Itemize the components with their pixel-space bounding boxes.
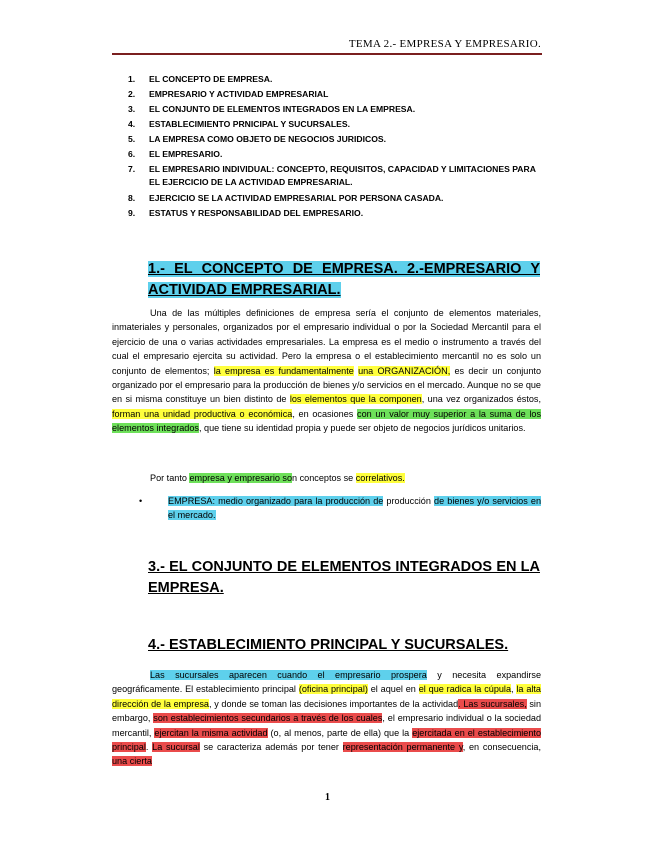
text-run: n conceptos se: [292, 473, 356, 483]
toc-item: 2. EMPRESARIO Y ACTIVIDAD EMPRESARIAL: [128, 89, 329, 99]
running-header: TEMA 2.- EMPRESA Y EMPRESARIO.: [348, 38, 541, 50]
highlighted-text: los elementos que la componen: [289, 394, 422, 405]
toc-item: 6. EL EMPRESARIO.: [128, 149, 223, 159]
text-run: , y donde se toman las decisiones importantes de la actividad: [209, 698, 459, 709]
text-run: y necesita expandirse geográficamente. El establecimiento principal: [112, 670, 541, 695]
text-run: Por tanto: [150, 473, 190, 483]
highlighted-text: con un valor muy superior a la suma de los elementos integrados: [112, 408, 542, 434]
section-4-paragraph: [112, 668, 541, 769]
highlighted-text: Las sucursales aparecen cuando el empresario prospera: [150, 670, 427, 680]
toc-item: 5. LA EMPRESA COMO OBJETO DE NEGOCIOS JURIDICOS.: [128, 134, 386, 144]
text-run: el aquel en: [367, 684, 419, 695]
text-run: producción: [383, 496, 435, 506]
highlighted-text: ejercitan la misma actividad: [154, 727, 268, 738]
section-1-heading: 1.- EL CONCEPTO DE EMPRESA. 2.-EMPRESARIO Y ACTIVIDAD EMPRESARIAL.: [148, 261, 540, 298]
text-run: , en consecuencia,: [462, 742, 541, 753]
section-3-heading: 3.- EL CONJUNTO DE ELEMENTOS INTEGRADOS EN LA EMPRESA.: [148, 559, 540, 596]
toc-item: 4. ESTABLECIMIENTO PRNICIPAL Y SUCURSALES.: [128, 119, 351, 129]
header-rule: [112, 53, 542, 55]
page-number: 1: [325, 792, 330, 803]
text-run: , el empresario individual o la sociedad mercantil,: [112, 713, 541, 738]
highlighted-text: la alta dirección de la empresa: [112, 684, 541, 709]
table-of-contents: [128, 72, 548, 221]
bullet-icon: •: [139, 496, 143, 506]
toc-item: 7. EL EMPRESARIO INDIVIDUAL: CONCEPTO, REQUISITOS, CAPACIDAD Y LIMITACIONES PARA EL EJERCICIO DE LA ACTIVIDAD EMPRESARIAL.: [128, 164, 536, 187]
highlighted-text: correlativos.: [355, 473, 405, 483]
toc-item: 8. EJERCICIO SE LA ACTIVIDAD EMPRESARIAL POR PERSONA CASADA.: [128, 193, 444, 203]
text-run: (o, al menos, parte de ella) que la: [267, 727, 413, 738]
text-run: es decir un conjunto organizado por el empresario para la producción de bienes y/o servicios en el mercado. Aunque no se que en si misma constituye un bien distinto de: [112, 365, 542, 405]
highlighted-text: ejercitada en el establecimiento principal: [112, 727, 541, 753]
highlighted-text: (oficina principal): [298, 684, 368, 695]
highlighted-text: . Las sucursales,: [458, 698, 527, 709]
highlighted-text: una ORGANIZACIÓN,: [358, 365, 451, 376]
text-run: ,: [511, 684, 517, 695]
section-4-heading: 4.- ESTABLECIMIENTO PRINCIPAL Y SUCURSALES.: [148, 637, 509, 653]
definition-bullet: [139, 494, 542, 523]
highlighted-text: empresa y empresario so: [189, 473, 293, 483]
highlighted-text: La sucursal: [152, 742, 200, 753]
highlighted-text: una cierta: [112, 756, 152, 767]
highlighted-text: forman una unidad productiva o económica: [112, 408, 293, 419]
highlighted-text: la empresa es fundamentalmente: [213, 365, 354, 376]
toc-item: 1. EL CONCEPTO DE EMPRESA.: [128, 74, 273, 84]
highlighted-text: son establecimientos secundarios a través de los cuales: [153, 713, 383, 724]
highlighted-text: EMPRESA: medio organizado para la producción de: [168, 496, 384, 506]
highlighted-text: representación permanente y: [342, 742, 463, 753]
text-run: sin embargo,: [112, 698, 542, 724]
section-1-paragraph: [112, 306, 541, 436]
highlighted-text: de bienes y/o servicios en el mercado.: [168, 496, 542, 521]
highlighted-text: el que radica la cúpula: [418, 684, 512, 695]
text-run: , en ocasiones: [292, 408, 358, 419]
text-run: , que tiene su identidad propia y puede ser objeto de negocios jurídicos unitarios.: [198, 423, 526, 434]
text-run: , una vez organizados éstos,: [421, 394, 542, 405]
text-run: se caracteriza además por tener: [199, 742, 343, 753]
toc-item: 9. ESTATUS Y RESPONSABILIDAD DEL EMPRESARIO.: [128, 208, 364, 218]
toc-item: 3. EL CONJUNTO DE ELEMENTOS INTEGRADOS EN LA EMPRESA.: [128, 104, 416, 114]
text-run: .: [145, 742, 153, 753]
text-run: Una de las múltiples definiciones de empresa sería el conjunto de elementos materiales, inmateriales y personales, organizados por el empresario individual o por la Sociedad Mercantil para el ejercicio de una o varias actividades empresariales. La empresa es el medio o instrumento a través del cual el empresario ejercita su actividad. Pero la empresa o el establecimiento mercantil no es solo un conjunto de elementos;: [112, 308, 541, 376]
section-1-conclusion: [112, 471, 541, 485]
